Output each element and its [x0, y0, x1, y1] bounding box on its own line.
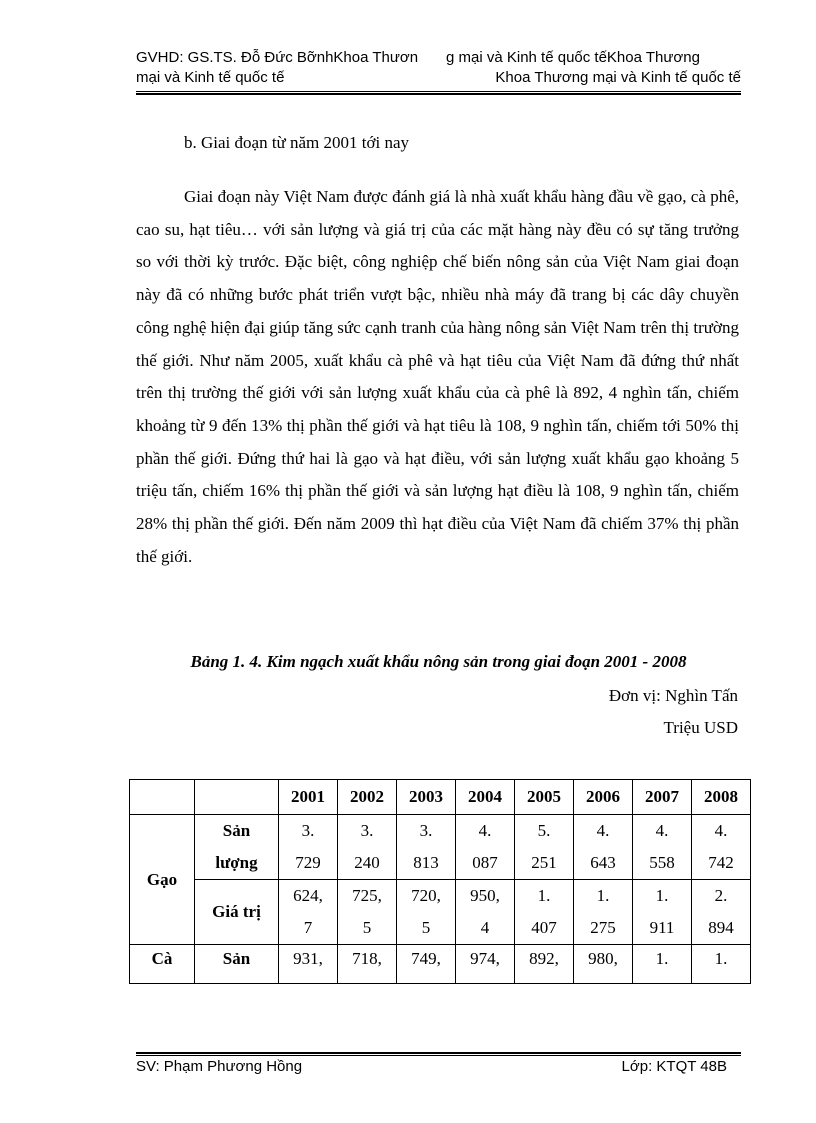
table-cell — [279, 815, 338, 880]
product-label-gao: Gạo — [130, 815, 195, 945]
cell-line: 1. — [537, 886, 551, 905]
cell-line: 950, — [470, 886, 500, 905]
table-cell: 718, — [338, 945, 397, 984]
table-cell — [456, 880, 515, 945]
header-line1-right: g mại và Kinh tế quốc tếKhoa Thương — [446, 49, 700, 66]
cell-line: 558 — [649, 853, 675, 872]
header-line2-right: Khoa Thương mại và Kinh tế quốc tế — [495, 69, 741, 86]
table-cell: 974, — [456, 945, 515, 984]
cell-line: 643 — [590, 853, 616, 872]
table-cell — [397, 880, 456, 945]
header-divider — [136, 91, 741, 95]
cell-line: 4. — [596, 821, 610, 840]
table-cell — [515, 880, 574, 945]
cell-line: 1. — [596, 886, 610, 905]
body-paragraph-text: Giai đoạn này Việt Nam được đánh giá là nhà xuất khẩu hàng đầu về gạo, cà phê, cao su, hạt tiêu… với sản lượng và giá trị của các mặt hàng này đều có sự tăng trưởng so với thời kỳ trước. Đặc biệt, công nghiệp chế biến nông sản của Việt Nam giai đoạn này đã có những bước phát triển vượt bậc, nhiều nhà máy đã trang bị các dây chuyền công nghệ hiện đại giúp tăng sức cạnh tranh của hàng nông sản Việt Nam trên thị trường thế giới. Như năm 2005, xuất khẩu cà phê và hạt tiêu của Việt Nam đã đứng thứ nhất trên thị trường thế giới với sản lượng xuất khẩu của cà phê là 892, 4 nghìn tấn, chiếm khoảng từ 9 đến 13% thị phần thế giới và hạt tiêu là 108, 9 nghìn tấn, chiếm tới 50% thị phần thế giới. Đứng thứ hai là gạo và hạt điều, với sản lượng xuất khẩu gạo khoảng 5 triệu tấn, chiếm 16% thị phần thế giới và sản lượng hạt điều là 108, 9 nghìn tấn, chiếm 28% thị phần thế giới. Đến năm 2009 thì hạt điều của Việt Nam đã chiếm 37% thị phần thế giới. — [136, 187, 739, 566]
year-header: 2008 — [692, 780, 751, 815]
footer-class: Lớp: KTQT 48B — [621, 1058, 727, 1075]
cell-line: 2. — [714, 886, 728, 905]
export-table — [129, 779, 751, 984]
year-header: 2006 — [574, 780, 633, 815]
cell-line: 240 — [354, 853, 380, 872]
table-cell — [515, 815, 574, 880]
table-header-row — [130, 780, 751, 815]
footer-divider — [136, 1052, 741, 1056]
cell-line: 813 — [413, 853, 439, 872]
cell-line: 729 — [295, 853, 321, 872]
table-row — [130, 815, 751, 880]
metric-label-line: Sản — [222, 821, 251, 840]
cell-line: 742 — [708, 853, 734, 872]
cell-line: 720, — [411, 886, 441, 905]
table-cell — [574, 880, 633, 945]
table-cell — [574, 815, 633, 880]
table-cell — [456, 815, 515, 880]
metric-label-san-luong — [195, 815, 279, 880]
cell-line: 275 — [590, 918, 616, 937]
cell-line: 725, — [352, 886, 382, 905]
cell-line: 624, — [293, 886, 323, 905]
table-cell — [633, 880, 692, 945]
cell-line: 4. — [478, 821, 492, 840]
table-cell — [338, 880, 397, 945]
metric-label-gia-tri: Giá trị — [195, 880, 279, 945]
cell-line: 4 — [480, 918, 490, 937]
product-label-ca: Cà — [130, 945, 195, 984]
year-header: 2001 — [279, 780, 338, 815]
cell-line: 4. — [714, 821, 728, 840]
table-cell: 931, — [279, 945, 338, 984]
year-header: 2003 — [397, 780, 456, 815]
section-subheading: b. Giai đoạn từ năm 2001 tới nay — [184, 133, 410, 152]
cell-line: 3. — [419, 821, 433, 840]
cell-line: 5. — [537, 821, 551, 840]
table-caption: Bảng 1. 4. Kim ngạch xuất khẩu nông sản trong giai đoạn 2001 - 2008 — [190, 652, 687, 671]
cell-line: 251 — [531, 853, 557, 872]
year-header: 2002 — [338, 780, 397, 815]
table-cell — [633, 815, 692, 880]
cell-line: 3. — [301, 821, 315, 840]
header-blank-cell — [130, 780, 195, 815]
body-paragraph — [136, 181, 739, 573]
table-cell — [692, 880, 751, 945]
table-cell: 1. — [633, 945, 692, 984]
table-cell: 1. — [692, 945, 751, 984]
cell-line: 7 — [303, 918, 313, 937]
table-cell: 749, — [397, 945, 456, 984]
table-cell — [279, 880, 338, 945]
year-header: 2007 — [633, 780, 692, 815]
metric-label-line: lượng — [215, 853, 258, 872]
header-blank-cell — [195, 780, 279, 815]
year-header: 2004 — [456, 780, 515, 815]
cell-line: 911 — [649, 918, 675, 937]
cell-line: 087 — [472, 853, 498, 872]
cell-line: 407 — [531, 918, 557, 937]
cell-line: 4. — [655, 821, 669, 840]
page-header — [136, 48, 741, 88]
metric-label-san: Sản — [195, 945, 279, 984]
table-cell: 892, — [515, 945, 574, 984]
cell-line: 5 — [421, 918, 431, 937]
year-header: 2005 — [515, 780, 574, 815]
unit-label-tonnes: Đơn vị: Nghìn Tấn — [608, 686, 738, 705]
cell-line: 1. — [655, 886, 669, 905]
header-line1-left: GVHD: GS.TS. Đỗ Đức BỡnhKhoa Thươn — [136, 49, 419, 66]
cell-line: 3. — [360, 821, 374, 840]
cell-line: 894 — [708, 918, 734, 937]
footer-student: SV: Phạm Phương Hồng — [136, 1058, 303, 1075]
header-line2-left: mại và Kinh tế quốc tế — [136, 69, 285, 86]
table-row — [130, 945, 751, 984]
table-cell: 980, — [574, 945, 633, 984]
table-cell — [397, 815, 456, 880]
table-row — [130, 880, 751, 945]
table-cell — [692, 815, 751, 880]
unit-label-usd: Triệu USD — [663, 718, 738, 737]
table-cell — [338, 815, 397, 880]
cell-line: 5 — [362, 918, 372, 937]
